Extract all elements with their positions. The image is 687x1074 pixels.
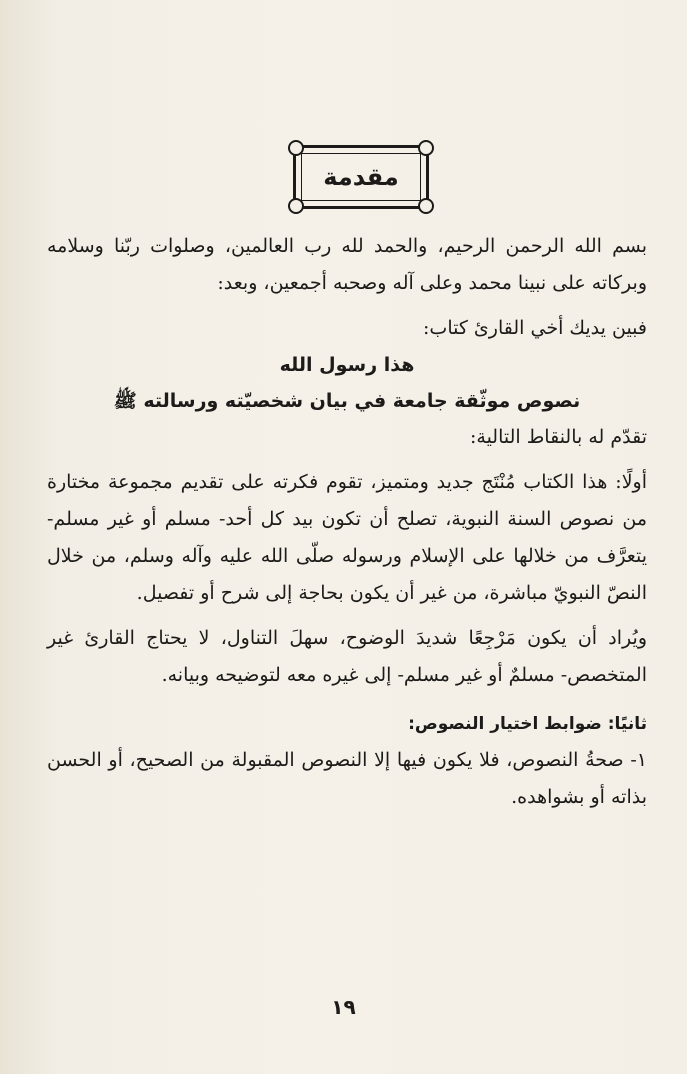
criteria-item: ١- صحةُ النصوص، فلا يكون فيها إلا النصوص المقبولة من الصحيح، أو الحسن بذاته أو بشواهده. (47, 749, 647, 808)
frame-corner-ornament (418, 140, 434, 156)
intro-paragraph: فبين يديك أخي القارئ كتاب: (423, 317, 647, 339)
title-ornamental-frame (293, 145, 429, 209)
page-body (47, 228, 647, 816)
opening-paragraph: بسم الله الرحمن الرحيم، والحمد لله رب العالمين، وصلوات ربّنا وسلامه وبركاته على نبينا محمد وعلى آله وصحبه أجمعين، وبعد: (47, 235, 647, 294)
first-point-paragraph: أولًا: هذا الكتاب مُنْتَج جديد ومتميز، تقوم فكرته على تقديم مجموعة مختارة من نصوص السنة النبوية، تصلح أن تكون بيد كل أحد- مسلم أو غير مسلم- يتعرَّف من خلالها على الإسلام ورسوله صلّى الله عليه وآله وسلم، من خلال النصّ النبويّ مباشرة، من غير أن يكون بحاجة إلى شرح أو تفصيل. (47, 471, 647, 604)
book-title: هذا رسول الله (279, 354, 415, 376)
frame-corner-ornament (288, 140, 304, 156)
frame-corner-ornament (288, 198, 304, 214)
page-number: ١٩ (331, 995, 356, 1019)
page-title: مقدمة (323, 163, 399, 191)
second-paragraph: ويُراد أن يكون مَرْجِعًا شديدَ الوضوح، سهلَ التناول، لا يحتاج القارئ غير المتخصص- مسلمٌ أو غير مسلم- إلى غيره معه لتوضيحه وبيانه. (47, 627, 647, 686)
points-intro: تقدّم له بالنقاط التالية: (469, 426, 647, 448)
frame-corner-ornament (418, 198, 434, 214)
section-subheading: ثانيًا: ضوابط اختيار النصوص: (408, 714, 647, 734)
book-subtitle: نصوص موثّقة جامعة في بيان شخصيّته ورسالته ﷺ (113, 390, 581, 412)
